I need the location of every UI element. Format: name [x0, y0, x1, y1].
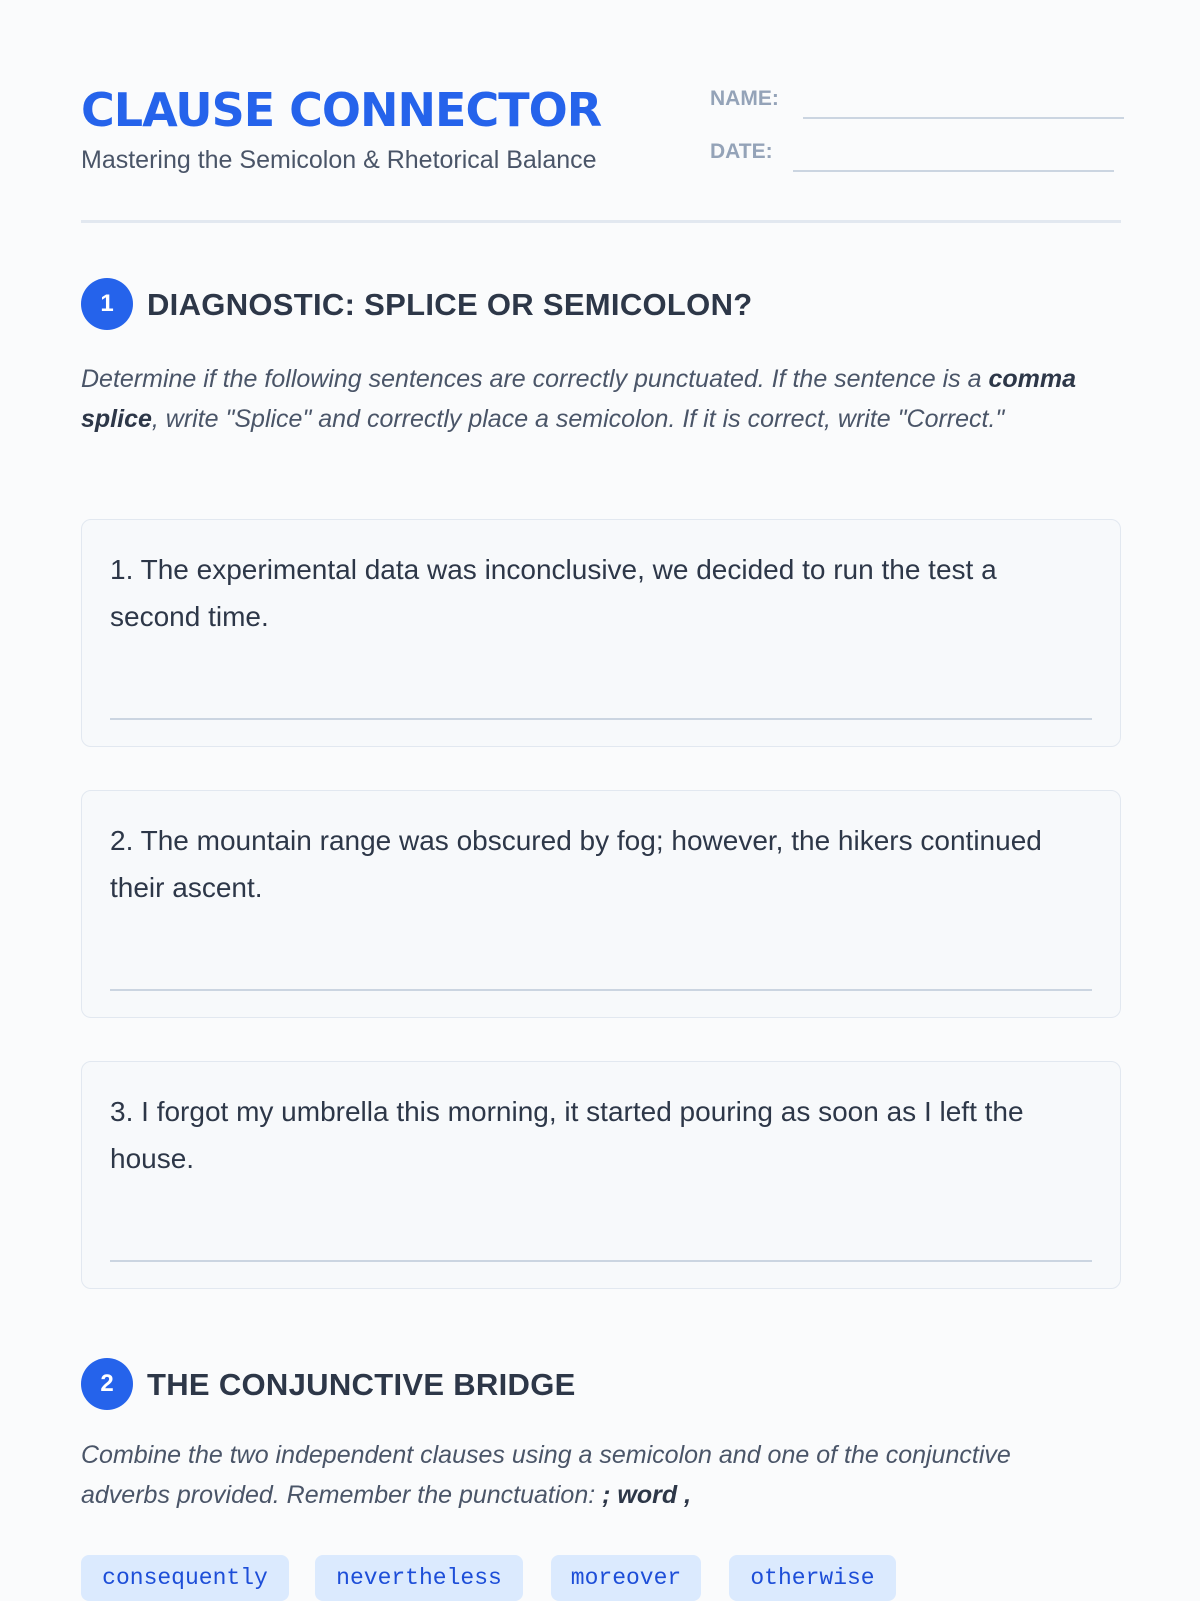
instructions-text: Determine if the following sentences are correctly punctuated. If the sentence is a — [81, 365, 989, 393]
section-number-badge: 2 — [81, 1358, 133, 1410]
answer-line[interactable] — [110, 718, 1092, 720]
section-1-header — [81, 278, 981, 332]
date-label: DATE: — [710, 140, 773, 163]
word-chip: otherwise — [729, 1555, 896, 1601]
section-number-badge: 1 — [81, 278, 133, 330]
name-label: NAME: — [710, 87, 779, 110]
question-card — [81, 519, 1121, 747]
word-chip: consequently — [81, 1555, 289, 1601]
worksheet-header — [81, 80, 1121, 222]
section-2-header — [81, 1358, 981, 1412]
instructions-emphasis: comma splice — [81, 365, 1076, 433]
section-title: DIAGNOSTIC: SPLICE OR SEMICOLON? — [147, 287, 753, 322]
punctuation-pattern: ; word , — [602, 1481, 692, 1509]
question-card — [81, 1061, 1121, 1289]
name-field[interactable] — [803, 117, 1124, 119]
section-1-instructions — [81, 359, 1131, 439]
worksheet-title: CLAUSE CONNECTOR — [81, 83, 602, 137]
date-field[interactable] — [793, 170, 1114, 172]
answer-line[interactable] — [110, 1260, 1092, 1262]
worksheet-subtitle: Mastering the Semicolon & Rhetorical Balance — [81, 146, 597, 174]
section-title: THE CONJUNCTIVE BRIDGE — [147, 1367, 576, 1402]
instructions-text: Combine the two independent clauses using a semicolon and one of the conjunctive adverbs provided. Remember the punctuation: — [81, 1441, 1011, 1509]
section-2-instructions — [81, 1435, 1021, 1515]
header-divider — [81, 220, 1121, 223]
word-chip: moreover — [551, 1555, 701, 1601]
question-text: 3. I forgot my umbrella this morning, it started pouring as soon as I left the house. — [110, 1096, 1024, 1174]
question-text: 2. The mountain range was obscured by fog; however, the hikers continued their ascent. — [110, 825, 1042, 903]
instructions-text: , write "Splice" and correctly place a semicolon. If it is correct, write "Correct." — [151, 405, 1005, 433]
question-text: 1. The experimental data was inconclusive, we decided to run the test a second time. — [110, 554, 997, 632]
word-chip: nevertheless — [315, 1555, 523, 1601]
question-card — [81, 790, 1121, 1018]
answer-line[interactable] — [110, 989, 1092, 991]
